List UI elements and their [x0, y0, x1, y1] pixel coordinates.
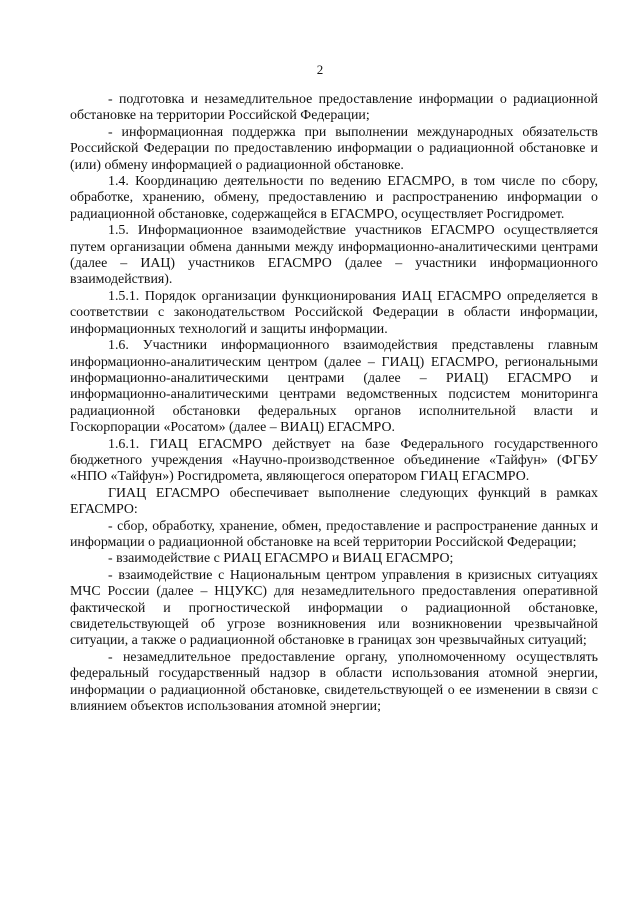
paragraph-6: 1.6. Участники информационного взаимодействия представлены главным информационно-аналитическим центром (далее – ГИАЦ) ЕГАСМРО, региональными информационно-аналитическими центрами (далее – РИАЦ) ЕГАСМРО и информационно-аналитическими центрами ведомственных подсистем мониторинга радиационной обстановки федеральных органов исполнительной власти и Госкорпорации «Росатом» (далее – ВИАЦ) ЕГАСМРО. — [70, 338, 598, 436]
paragraph-12: - незамедлительное предоставление органу, уполномоченному осуществлять федеральный государственный надзор в области использования атомной энергии, информации о радиационной обстановке, свидетельствующей о ее изменении в связи с влиянием объектов использования атомной энергии; — [70, 649, 598, 715]
paragraph-11: - взаимодействие с Национальным центром управления в кризисных ситуациях МЧС России (далее – НЦУКС) для незамедлительного предоставления оперативной фактической и прогностической информации о радиационной обстановке, свидетельствующей об угрозе возникновения или возникновении чрезвычайной ситуации, а также о радиационной обстановке в границах зон чрезвычайных ситуаций; — [70, 567, 598, 649]
paragraph-10: - взаимодействие с РИАЦ ЕГАСМРО и ВИАЦ ЕГАСМРО; — [108, 551, 454, 567]
page-number: 2 — [316, 62, 324, 77]
paragraph-3: 1.4. Координацию деятельности по ведению ЕГАСМРО, в том числе по сбору, обработке, хранению, обмену, предоставлению и распространению информации о радиационной обстановке, содержащейся в ЕГАСМРО, осуществляет Росгидромет. — [70, 174, 598, 222]
paragraph-1: - подготовка и незамедлительное предоставление информации о радиационной обстановке на территории Российской Федерации; — [70, 92, 598, 124]
paragraph-5: 1.5.1. Порядок организации функционирования ИАЦ ЕГАСМРО определяется в соответствии с законодательством Российской Федерации в области информации, информационных технологий и защиты информации. — [70, 288, 598, 337]
paragraph-8: ГИАЦ ЕГАСМРО обеспечивает выполнение следующих функций в рамках ЕГАСМРО: — [70, 485, 598, 518]
paragraph-2: - информационная поддержка при выполнении международных обязательств Российской Федерации по предоставлению информации о радиационной обстановке и (или) обмену информацией о радиационной обстановке. — [70, 124, 598, 173]
paragraph-9: - сбор, обработку, хранение, обмен, предоставление и распространение данных и информации о радиационной обстановке на всей территории Российской Федерации; — [70, 518, 598, 550]
paragraph-7: 1.6.1. ГИАЦ ЕГАСМРО действует на базе Федерального государственного бюджетного учреждения «Научно-производственное объединение «Тайфун» (ФГБУ «НПО «Тайфун») Росгидромета, являющегося оператором ГИАЦ ЕГАСМРО. — [70, 436, 598, 485]
paragraph-4: 1.5. Информационное взаимодействие участников ЕГАСМРО осуществляется путем организации обмена данными между информационно-аналитическими центрами (далее – ИАЦ) участников ЕГАСМРО (далее – участники информационного взаимодействия). — [70, 223, 598, 288]
document-body — [70, 92, 598, 715]
